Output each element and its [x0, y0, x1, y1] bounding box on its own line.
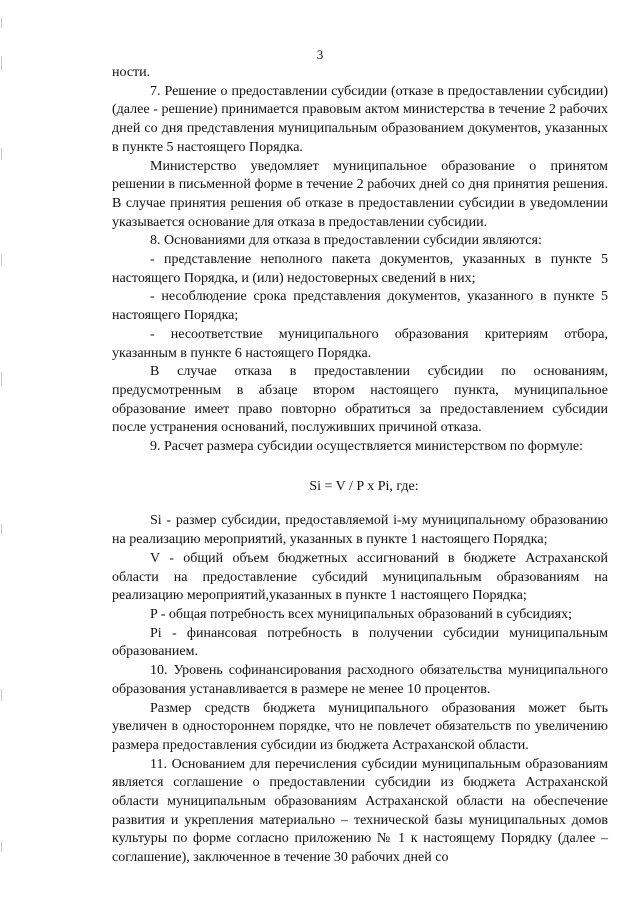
definition-p: P - общая потребность всех муниципальных образований в субсидиях; [150, 606, 572, 622]
refusal-reason-1: - представление неполного пакета документов, указанных в пункте 5 настоящего Порядка, и (или) недостоверных сведений в них; [112, 252, 608, 286]
page-number: 3 [316, 47, 324, 62]
paragraph-10: 10. Уровень софинансирования расходного обязательства муниципального образования устанавливается в размере не менее 10 процентов. [112, 663, 608, 697]
definition-v: V - общий объем бюджетных ассигнований в бюджете Астраханской области на предоставление субсидий муниципальным образованиям на реализацию мероприятий,указанных в пункте 1 настоящего Порядка; [112, 550, 608, 604]
paragraph-budget-increase: Размер средств бюджета муниципального образования может быть увеличен в одностороннем порядке, что не повлечет обязательств по увеличению размера предоставления субсидии из бюджета Астраханской области. [112, 700, 608, 753]
refusal-reason-2: - несоблюдение срока представления документов, указанного в пункте 5 настоящего Порядка; [112, 289, 608, 324]
subsidy-formula: Si = V / P x Pi, где: [309, 478, 419, 494]
refusal-reason-3: - несоответствие муниципального образования критериям отбора, указанным в пункте 6 настоящего Порядка. [112, 326, 608, 361]
document-body [112, 64, 608, 868]
paragraph-7: 7. Решение о предоставлении субсидии (отказе в предоставлении субсидии) (далее - решение) принимается правовым актом министерства в течение 2 рабочих дней со дня представления муниципальным образованием документов, указанных в пункте 5 настоящего Порядка. [112, 83, 608, 155]
paragraph-11: 11. Основанием для перечисления субсидии муниципальным образованиям является соглашение о предоставлении субсидии из бюджета Астраханской области муниципальным образованиям Астраханской области на обеспечение развития и укрепления материально – технической базы муниципальных домов культуры по форме согласно приложению № 1 к настоящему Порядку (далее – соглашение), заключенное в течение 30 рабочих дней со [112, 756, 608, 866]
binder-edge [0, 0, 6, 905]
paragraph-notification: Министерство уведомляет муниципальное образование о принятом решении в письменной форме в течение 2 рабочих дней со дня принятия решения. В случае принятия решения об отказе в предоставлении субсидии в уведомлении указывается основание для отказа в предоставлении субсидии. [112, 158, 608, 230]
definition-pi: Pi - финансовая потребность в получении субсидии муниципальным образованием. [112, 625, 608, 660]
definition-si: Si - размер субсидии, предоставляемой i-му муниципальному образованию на реализацию мероприятий, указанных в пункте 1 настоящего Порядка; [112, 513, 608, 548]
paragraph-9: 9. Расчет размера субсидии осуществляется министерством по формуле: [150, 439, 583, 455]
paragraph-continuation: ности. [112, 65, 151, 80]
paragraph-8: 8. Основаниями для отказа в предоставлении субсидии являются: [150, 233, 542, 249]
paragraph-reapply: В случае отказа в предоставлении субсидии по основаниям, предусмотренным в абзаце втором настоящего пункта, муниципальное образование имеет право повторно обратиться за предоставлением субсидии после устранения оснований, послуживших причиной отказа. [112, 364, 608, 436]
